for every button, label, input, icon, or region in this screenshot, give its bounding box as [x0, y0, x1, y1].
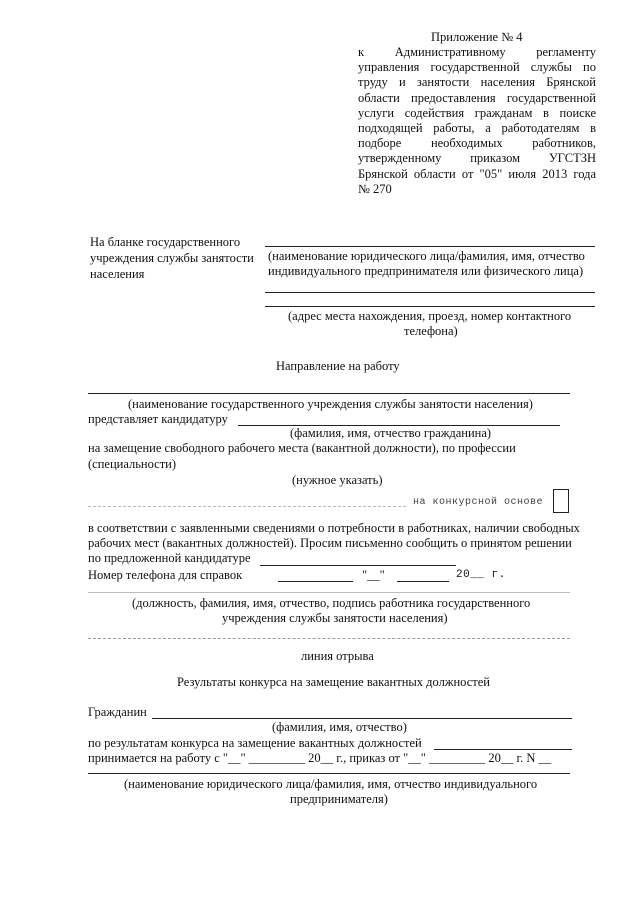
- appendix-line: услуги содействия гражданам в поиске: [358, 105, 596, 120]
- tear-line-label: линия отрыва: [301, 649, 374, 663]
- result-fill-line: [434, 749, 572, 750]
- appendix-line: к Административному регламенту: [358, 45, 596, 59]
- date-day: "__": [362, 568, 385, 582]
- recipient-name-caption: индивидуального предпринимателя или физического лица): [268, 264, 584, 278]
- request-text: по предложенной кандидатуре: [88, 551, 251, 565]
- employer-caption: (наименование юридического лица/фамилия, имя, отчество индивидуального: [124, 777, 538, 791]
- appendix-line: № 270: [358, 181, 392, 196]
- competition-label: на конкурсной основе: [413, 497, 544, 508]
- letterhead-label: учреждения службы занятости: [90, 251, 254, 265]
- referral-title: Направление на работу: [276, 359, 400, 373]
- letterhead-label: На бланке государственного: [90, 235, 241, 249]
- hired-line: принимается на работу с "__" _________ 20__ г., приказ от "__" _________ 20__ г. N __: [88, 751, 552, 765]
- appendix-line: области предоставления государственной: [358, 90, 596, 105]
- appendix-text: [358, 45, 596, 197]
- appendix-line: управления государственной службы по: [358, 60, 596, 75]
- center-name-line: [88, 393, 570, 394]
- signature-line: [88, 592, 570, 593]
- appendix-line: Брянской области от "05" июля 2013 года: [358, 166, 596, 181]
- request-text: в соответствии с заявленными сведениями о потребности в работниках, наличии свободных: [88, 521, 580, 535]
- results-title: Результаты конкурса на замещение вакантных должностей: [177, 675, 490, 689]
- appendix-title: Приложение № 4: [431, 30, 523, 44]
- appendix-line: утвержденному приказом УГСТЗН: [358, 151, 596, 166]
- candidate-line: [260, 565, 456, 566]
- appendix-line: труду и занятости населения Брянской: [358, 75, 596, 90]
- appendix-line: подходящей работы, а работодателям в: [358, 121, 596, 136]
- letterhead-label: населения: [90, 267, 145, 281]
- date-month-line: [397, 581, 449, 582]
- signature-caption: (должность, фамилия, имя, отчество, подпись работника государственного: [132, 596, 531, 610]
- phone-line: [278, 581, 353, 582]
- position-text: (специальности): [88, 457, 177, 471]
- results-citizen-caption: (фамилия, имя, отчество): [272, 720, 407, 734]
- phone-label: Номер телефона для справок: [88, 568, 243, 582]
- address-caption: телефона): [404, 324, 458, 338]
- date-year: 20__ г.: [456, 569, 506, 581]
- appendix-line: подборе необходимых работников,: [358, 136, 596, 151]
- specify-caption: (нужное указать): [292, 473, 383, 487]
- recipient-name-caption: (наименование юридического лица/фамилия, имя, отчество: [268, 249, 585, 263]
- competition-checkbox[interactable]: [553, 489, 569, 513]
- citizen-label: Гражданин: [88, 705, 147, 719]
- recipient-address-line: [265, 306, 595, 307]
- citizen-caption: (фамилия, имя, отчество гражданина): [290, 426, 492, 440]
- center-caption: (наименование государственного учреждения службы занятости населения): [128, 397, 533, 411]
- result-line: по результатам конкурса на замещение вакантных должностей: [88, 736, 422, 750]
- presents-label: представляет кандидатуру: [88, 412, 228, 426]
- recipient-line: [265, 292, 595, 293]
- employer-line: [88, 773, 570, 774]
- results-citizen-line: [152, 718, 572, 719]
- tear-dashed-line: [88, 638, 570, 639]
- request-text: рабочих мест (вакантных должностей). Просим письменно сообщить о принятом решении: [88, 536, 572, 550]
- position-text: на замещение свободного рабочего места (вакантной должности), по профессии: [88, 441, 516, 455]
- profession-line: [88, 506, 406, 507]
- address-caption: (адрес места нахождения, проезд, номер контактного: [288, 309, 572, 323]
- employer-caption: предпринимателя): [290, 792, 388, 806]
- signature-caption: учреждения службы занятости населения): [222, 611, 448, 625]
- recipient-name-line: [265, 246, 595, 247]
